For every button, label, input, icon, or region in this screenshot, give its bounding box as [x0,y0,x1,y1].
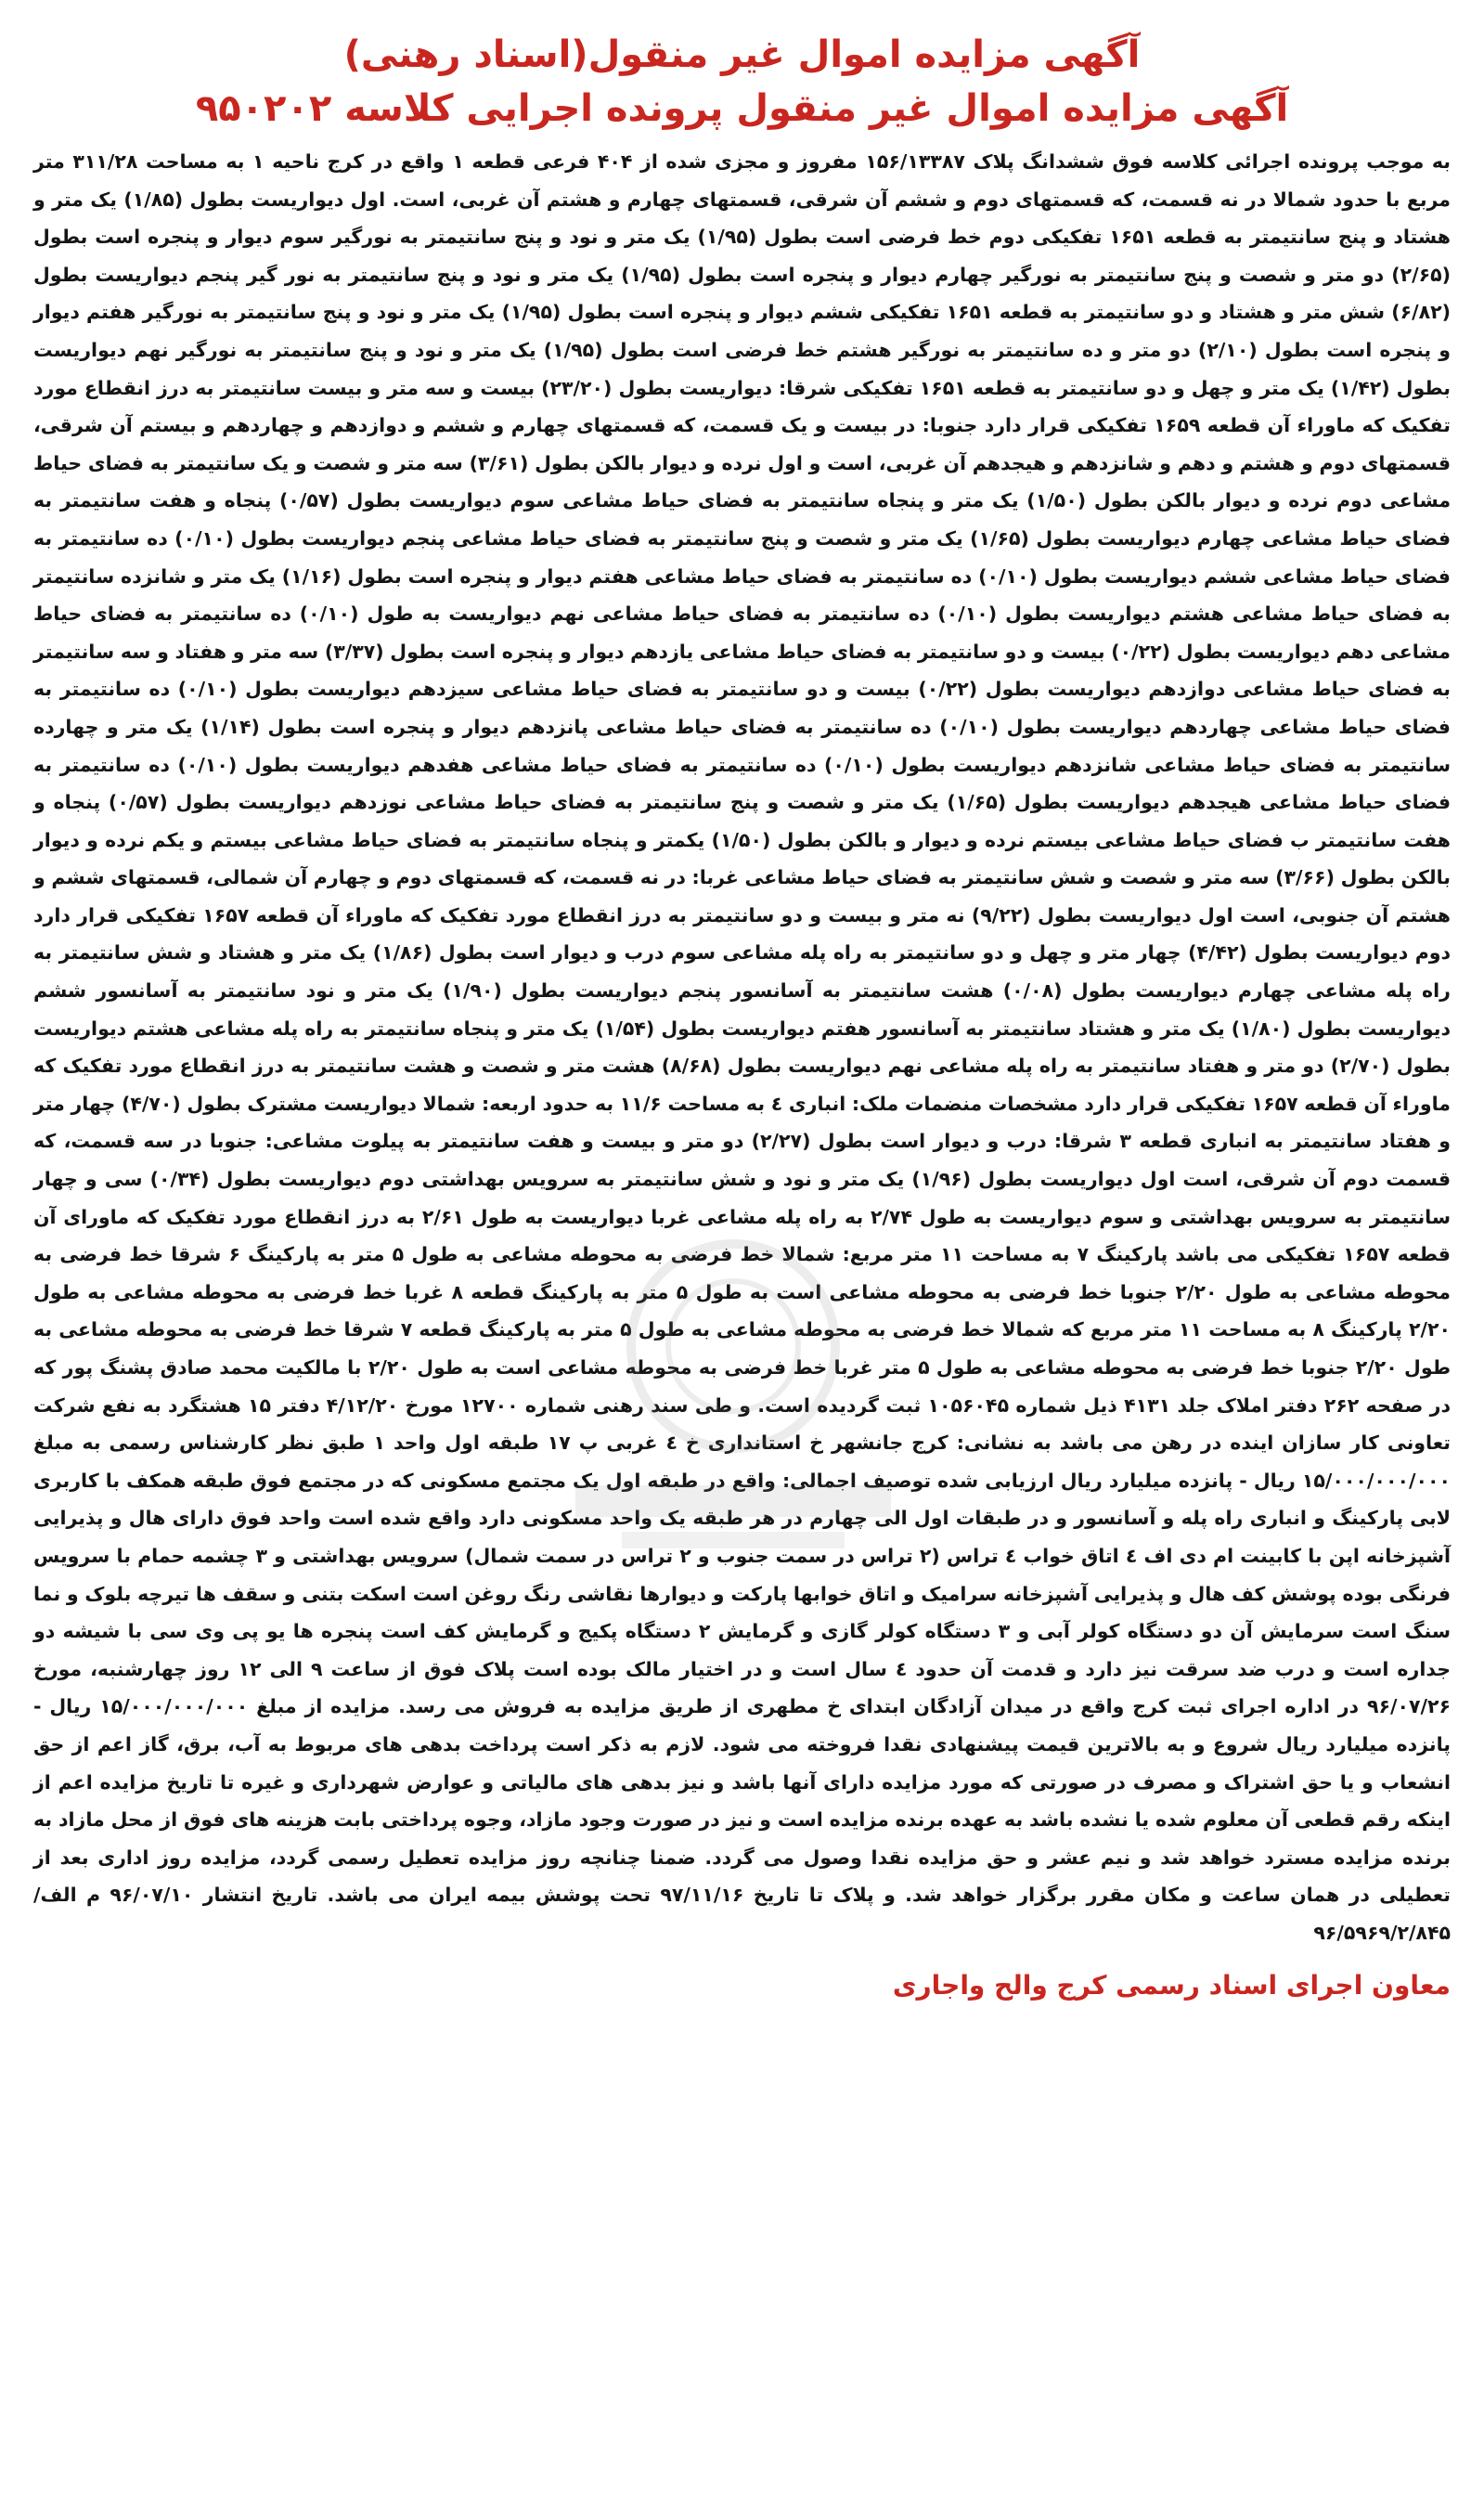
notice-signature: معاون اجرای اسناد رسمی کرج والح واجاری [892,1969,1451,2001]
notice-body: به موجب پرونده اجرائی کلاسه فوق ششدانگ پلاک ۱۵۶/۱۳۳۸۷ مفروز و مجزی شده از ۴۰۴ فرعی قطعه ۱ واقع در کرج ناحیه ۱ به مساحت ۳۱۱/۲۸ متر مربع با حدود شمالا در نه قسمت، که قسمتهای دوم و ششم آن شرقی، قسمتهای چهارم و هشتم آن غربی، است. اول دیواریست بطول (۱/۸۵) یک متر و هشتاد و پنج سانتیمتر به قطعه ۱۶۵۱ تفکیکی دوم خط فرضی است بطول (۱/۹۵) یک متر و نود و پنج سانتیمتر به نورگیر سوم دیوار و پنجره است بطول (۲/۶۵) دو متر و شصت و پنج سانتیمتر به نورگیر چهارم دیوار و پنجره است بطول (۱/۹۵) یک متر و نود و پنج سانتیمتر به نور گیر پنجم دیواریست بطول (۶/۸۲) شش متر و هشتاد و دو سانتیمتر به قطعه ۱۶۵۱ تفکیکی ششم دیوار و پنجره است بطول (۱/۹۵) یک متر و نود و پنج سانتیمتر به نورگیر هفتم دیوار و پنجره است بطول (۲/۱۰) دو متر و ده سانتیمتر به نورگیر هشتم خط فرضی است بطول (۱/۹۵) یک متر و نود و پنج سانتیمتر به نورگیر نهم دیواریست بطول (۱/۴۲) یک متر و چهل و دو سانتیمتر به قطعه ۱۶۵۱ تفکیکی شرقا: دیواریست بطول (۲۳/۲۰) بیست و سه متر و بیست سانتیمتر به درز انقطاع مورد تفکیک که ماوراء آن قطعه ۱۶۵۹ تفکیکی قرار دارد جنوبا: در بیست و یک قسمت، که قسمتهای چهارم و ششم و دوازدهم و چهاردهم و بیستم آن شرقی، قسمتهای دوم و هشتم و دهم و شانزدهم و هیجدهم آن غربی، است و اول نرده و دیوار بالکن بطول (۳/۶۱) سه متر و شصت و یک سانتیمتر به فضای حیاط مشاعی دوم نرده و دیوار بالکن بطول (۱/۵۰) یک متر و پنجاه سانتیمتر به فضای حیاط مشاعی سوم دیواریست بطول (۰/۵۷) پنجاه و هفت سانتیمتر به فضای حیاط مشاعی چهارم دیواریست بطول (۱/۶۵) یک متر و شصت و پنج سانتیمتر به فضای حیاط مشاعی پنجم دیواریست بطول (۰/۱۰) ده سانتیمتر به فضای حیاط مشاعی ششم دیواریست بطول (۰/۱۰) ده سانتیمتر به فضای حیاط مشاعی هفتم دیوار و پنجره است بطول (۱/۱۶) یک متر و شانزده سانتیمتر به فضای حیاط مشاعی هشتم دیواریست بطول (۰/۱۰) ده سانتیمتر به فضای حیاط مشاعی نهم دیواریست به طول (۰/۱۰) ده سانتیمتر به فضای حیاط مشاعی دهم دیواریست بطول (۰/۲۲) بیست و دو سانتیمتر به فضای حیاط مشاعی یازدهم دیوار و پنجره است بطول (۳/۳۷) سه متر و هفتاد و سه سانتیمتر به فضای حیاط مشاعی دوازدهم دیواریست بطول (۰/۲۲) بیست و دو سانتیمتر به فضای حیاط مشاعی سیزدهم دیواریست بطول (۰/۱۰) ده سانتیمتر به فضای حیاط مشاعی چهاردهم دیواریست بطول (۰/۱۰) ده سانتیمتر به فضای حیاط مشاعی پانزدهم دیوار و پنجره است بطول (۱/۱۴) یک متر و چهارده سانتیمتر به فضای حیاط مشاعی شانزدهم دیواریست بطول (۰/۱۰) ده سانتیمتر به فضای حیاط مشاعی هفدهم دیواریست بطول (۰/۱۰) ده سانتیمتر به فضای حیاط مشاعی هیجدهم دیواریست بطول (۱/۶۵) یک متر و شصت و پنج سانتیمتر به فضای حیاط مشاعی نوزدهم دیواریست بطول (۰/۵۷) پنجاه و هفت سانتیمتر ب فضای حیاط مشاعی بیستم نرده و دیوار و بالکن بطول (۱/۵۰) یکمتر و پنجاه سانتیمتر به فضای حیاط مشاعی بیستم و یکم نرده و دیوار بالکن بطول (۳/۶۶) سه متر و شصت و شش سانتیمتر به فضای حیاط مشاعی غربا: در نه قسمت، که قسمتهای دوم و چهارم آن شمالی، قسمتهای ششم و هشتم آن جنوبی، است اول دیواریست بطول (۹/۲۲) نه متر و بیست و دو سانتیمتر به درز انقطاع مورد تفکیک که ماوراء آن قطعه ۱۶۵۷ تفکیکی قرار دارد دوم دیواریست بطول (۴/۴۲) چهار متر و چهل و دو سانتیمتر به راه پله مشاعی سوم درب و دیوار است بطول (۱/۸۶) یک متر و هشتاد و شش سانتیمتر به راه پله مشاعی چهارم دیواریست بطول (۰/۰۸) هشت سانتیمتر به آسانسور پنجم دیواریست بطول (۱/۹۰) یک متر و نود سانتیمتر به آسانسور ششم دیواریست بطول (۱/۸۰) یک متر و هشتاد سانتیمتر به آسانسور هفتم دیواریست بطول (۱/۵۴) یک متر و پنجاه سانتیمتر به راه پله مشاعی هشتم دیواریست بطول (۲/۷۰) دو متر و هفتاد سانتیمتر به راه پله مشاعی نهم دیواریست بطول (۸/۶۸) هشت متر و شصت و هشت سانتیمتر به درز انقطاع مورد تفکیک که ماوراء آن قطعه ۱۶۵۷ تفکیکی قرار دارد مشخصات منضمات ملک: انباری ٤ به مساحت ۱۱/۶ به حدود اربعه: شمالا دیواریست مشترک بطول (۴/۷۰) چهار متر و هفتاد سانتیمتر به انباری قطعه ۳ شرقا: درب و دیوار است بطول (۲/۲۷) دو متر و بیست و هفت سانتیمتر به پیلوت مشاعی: جنوبا در سه قسمت، که قسمت دوم آن شرقی، است اول دیواریست بطول (۱/۹۶) یک متر و نود و شش سانتیمتر به سرویس بهداشتی دوم دیواریست بطول (۰/۳۴) سی و چهار سانتیمتر به سرویس بهداشتی و سوم دیواریست به طول ۲/۷۴ به راه پله مشاعی غربا دیواریست به طول ۲/۶۱ به درز انقطاع مورد تفکیک که ماورای آن قطعه ۱۶۵۷ تفکیکی می باشد پارکینگ ۷ به مساحت ۱۱ متر مربع: شمالا خط فرضی به محوطه مشاعی به طول ۵ متر به پارکینگ ۶ شرقا خط فرضی به محوطه مشاعی به طول ۲/۲۰ جنوبا خط فرضی به محوطه مشاعی است به طول ۵ متر به پارکینگ قطعه ۸ غربا خط فرضی به محوطه مشاعی به طول ۲/۲۰ پارکینگ ۸ به مساحت ۱۱ متر مربع که شمالا خط فرضی به محوطه مشاعی به طول ۵ متر به پارکینگ قطعه ۷ شرقا خط فرضی به محوطه مشاعی به طول ۲/۲۰ جنوبا خط فرضی به محوطه مشاعی به طول ۵ متر غربا خط فرضی به محوطه مشاعی است به طول ۲/۲۰ با مالکیت محمد صادق پشنگ پور که در صفحه ۲۶۲ دفتر املاک جلد ۴۱۳۱ ذیل شماره ۱۰۵۶۰۴۵ ثبت گردیده است. و طی سند رهنی شماره ۱۲۷۰۰ مورخ ۴/۱۲/۲۰ دفتر ۱۵ هشتگرد به نفع شرکت تعاونی کار سازان اینده در رهن می باشد به نشانی: کرج جانشهر خ استانداری خ ٤ غربی پ ۱۷ طبقه اول واحد ۱ طبق نظر کارشناس رسمی به مبلغ ۱۵/۰۰۰/۰۰۰/۰۰۰ ریال - پانزده میلیارد ریال ارزیابی شده توصیف اجمالی: واقع در طبقه اول یک مجتمع مسکونی که در مجتمع فوق طبقه همکف با کاربری لابی پارکینگ و انباری راه پله و آسانسور و در طبقات اول الی چهارم در هر طبقه یک واحد مسکونی دارد واقع شده است واحد فوق دارای هال و پذیرایی آشپزخانه اپن با کابینت ام دی اف ٤ اتاق خواب ٤ تراس (۲ تراس در سمت جنوب و ۲ تراس در سمت شمال) سرویس بهداشتی و ۳ چشمه حمام با سرویس فرنگی بوده پوشش کف هال و پذیرایی آشپزخانه سرامیک و اتاق خوابها پارکت و دیوارها نقاشی رنگ روغن است اسکت بتنی و سقف ها تیرچه بلوک و نما سنگ است سرمایش آن دو دستگاه کولر آبی و ۳ دستگاه کولر گازی و گرمایش ۲ دستگاه پکیج و گرمایش کف است پنجره ها یو پی وی سی با شیشه دو جداره است و درب ضد سرقت نیز دارد و قدمت آن حدود ٤ سال است و در اختیار مالک بوده است پلاک فوق از ساعت ۹ الی ۱۲ روز چهارشنبه، مورخ ۹۶/۰۷/۲۶ در اداره اجرای ثبت کرج واقع در میدان آزادگان ابتدای خ مطهری از طریق مزایده به فروش می رسد. مزایده از مبلغ ۱۵/۰۰۰/۰۰۰/۰۰۰ ریال - پانزده میلیارد ریال شروع و به بالاترین قیمت پیشنهادی نقدا فروخته می شود. لازم به ذکر است پرداخت بدهی های مربوط به آب، برق، گاز اعم از حق انشعاب و یا حق اشتراک و مصرف در صورتی که مورد مزایده دارای آنها باشد و نیز بدهی های مالیاتی و عوارض شهرداری و غیره تا تاریخ مزایده اعم از اینکه رقم قطعی آن معلوم شده یا نشده باشد به عهده برنده مزایده است و نیز در صورت وجود مازاد، وجوه پرداختی بابت هزینه های فوق از محل مازاد به برنده مزایده مسترد خواهد شد و نیم عشر و حق مزایده نقدا وصول می گردد. ضمنا چنانچه روز مزایده تعطیل رسمی گردد، مزایده روز اداری بعد از تعطیلی در همان ساعت و مکان مقرر برگزار خواهد شد. و پلاک تا تاریخ ۹۷/۱۱/۱۶ تحت پوشش بیمه ایران می باشد. تاریخ انتشار ۹۶/۰۷/۱۰ م الف/ ۹۶/۵۹۶۹/۲/۸۴۵ [33,150,1452,1944]
notice-subtitle: آگهی مزایده اموال غیر منقول پرونده اجرایی کلاسه ۹۵۰۲۰۲ [195,87,1289,130]
notice-title: آگهی مزایده اموال غیر منقول(اسناد رهنی) [343,33,1141,76]
